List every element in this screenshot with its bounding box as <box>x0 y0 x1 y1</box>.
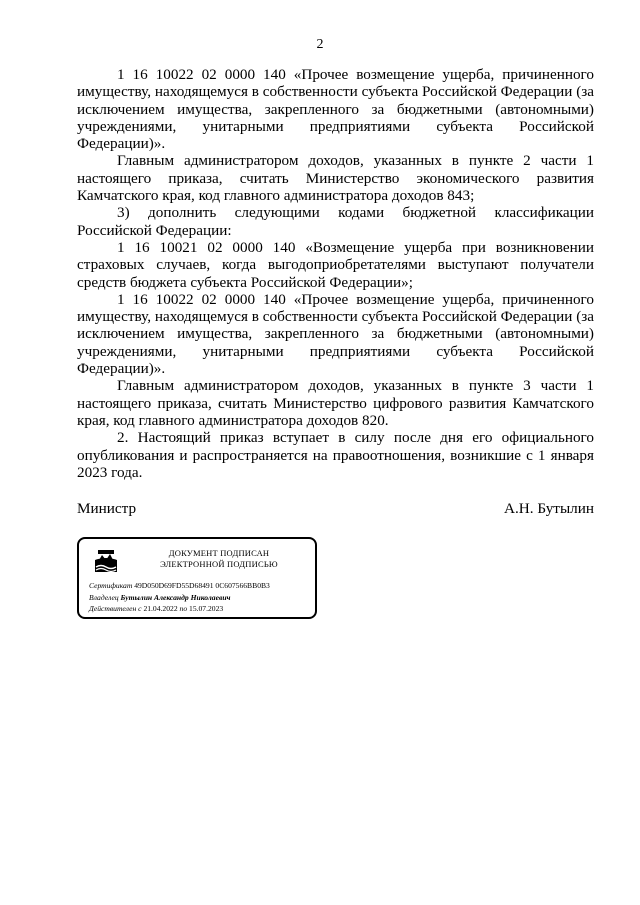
stamp-details <box>89 580 315 615</box>
valid-label: Действителен <box>89 604 137 613</box>
valid-to-label: по <box>179 604 188 613</box>
certificate-value: 49D050D69FD55D68491 0C607566BB0B3 <box>134 581 270 590</box>
kamchatka-emblem-icon <box>93 548 119 574</box>
paragraph-entry-into-force: 2. Настоящий приказ вступает в силу после дня его официального опубликования и распространяется на правоотношения, возникшие с 1 января 2023 года. <box>77 429 594 481</box>
paragraph-add-codes: 3) дополнить следующими кодами бюджетной классификации Российской Федерации: <box>77 204 594 239</box>
signatory-position: Министр <box>77 500 137 517</box>
stamp-owner-row <box>89 592 315 604</box>
paragraph-code-10022-second: 1 16 10022 02 0000 140 «Прочее возмещение ущерба, причиненного имуществу, находящемуся в собственности субъекта Российской Федерации (за исключением имущества, закрепленного за бюджетными (автономными) учреждениями, унитарными предприятиями субъекта Российской Федерации)». <box>77 290 594 378</box>
paragraph-code-10022-first: 1 16 10022 02 0000 140 «Прочее возмещение ущерба, причиненного имуществу, находящемуся в собственности субъекта Российской Федерации (за исключением имущества, закрепленного за бюджетными (автономными) учреждениями, унитарными предприятиями субъекта Российской Федерации)». <box>77 66 594 153</box>
signature-row <box>77 500 594 518</box>
paragraph-administrator-843: Главным администратором доходов, указанных в пункте 2 части 1 настоящего приказа, считать Министерство экономического развития Камчатского края, код главного администратора доходов 843; <box>77 152 594 205</box>
stamp-title-line1: ДОКУМЕНТ ПОДПИСАН <box>168 548 270 558</box>
valid-to-date: 15.07.2023 <box>189 604 224 613</box>
paragraph-code-10021: 1 16 10021 02 0000 140 «Возмещение ущерба при возникновении страховых случаев, когда выгодоприобретателями выступают получатели средств бюджета субъекта Российской Федерации»; <box>77 238 594 291</box>
electronic-signature-stamp <box>77 537 317 619</box>
document-body <box>77 66 594 481</box>
stamp-validity-row <box>89 603 315 615</box>
page-number: 2 <box>316 37 324 52</box>
signatory-name: А.Н. Бутылин <box>504 500 594 517</box>
owner-label: Владелец <box>89 592 119 602</box>
stamp-title-line2: ЭЛЕКТРОННОЙ ПОДПИСЬЮ <box>160 559 278 569</box>
stamp-certificate-row <box>89 580 315 592</box>
certificate-label: Сертификат <box>89 581 133 590</box>
valid-from-date: 21.04.2022 <box>143 604 178 613</box>
valid-from-label: с <box>138 604 142 613</box>
stamp-title <box>129 548 309 570</box>
paragraph-administrator-820: Главным администратором доходов, указанных в пункте 3 части 1 настоящего приказа, считать Министерство цифрового развития Камчатского края, код главного администратора доходов 820. <box>77 377 594 429</box>
owner-value: Бутылин Александр Николаевич <box>120 592 231 602</box>
